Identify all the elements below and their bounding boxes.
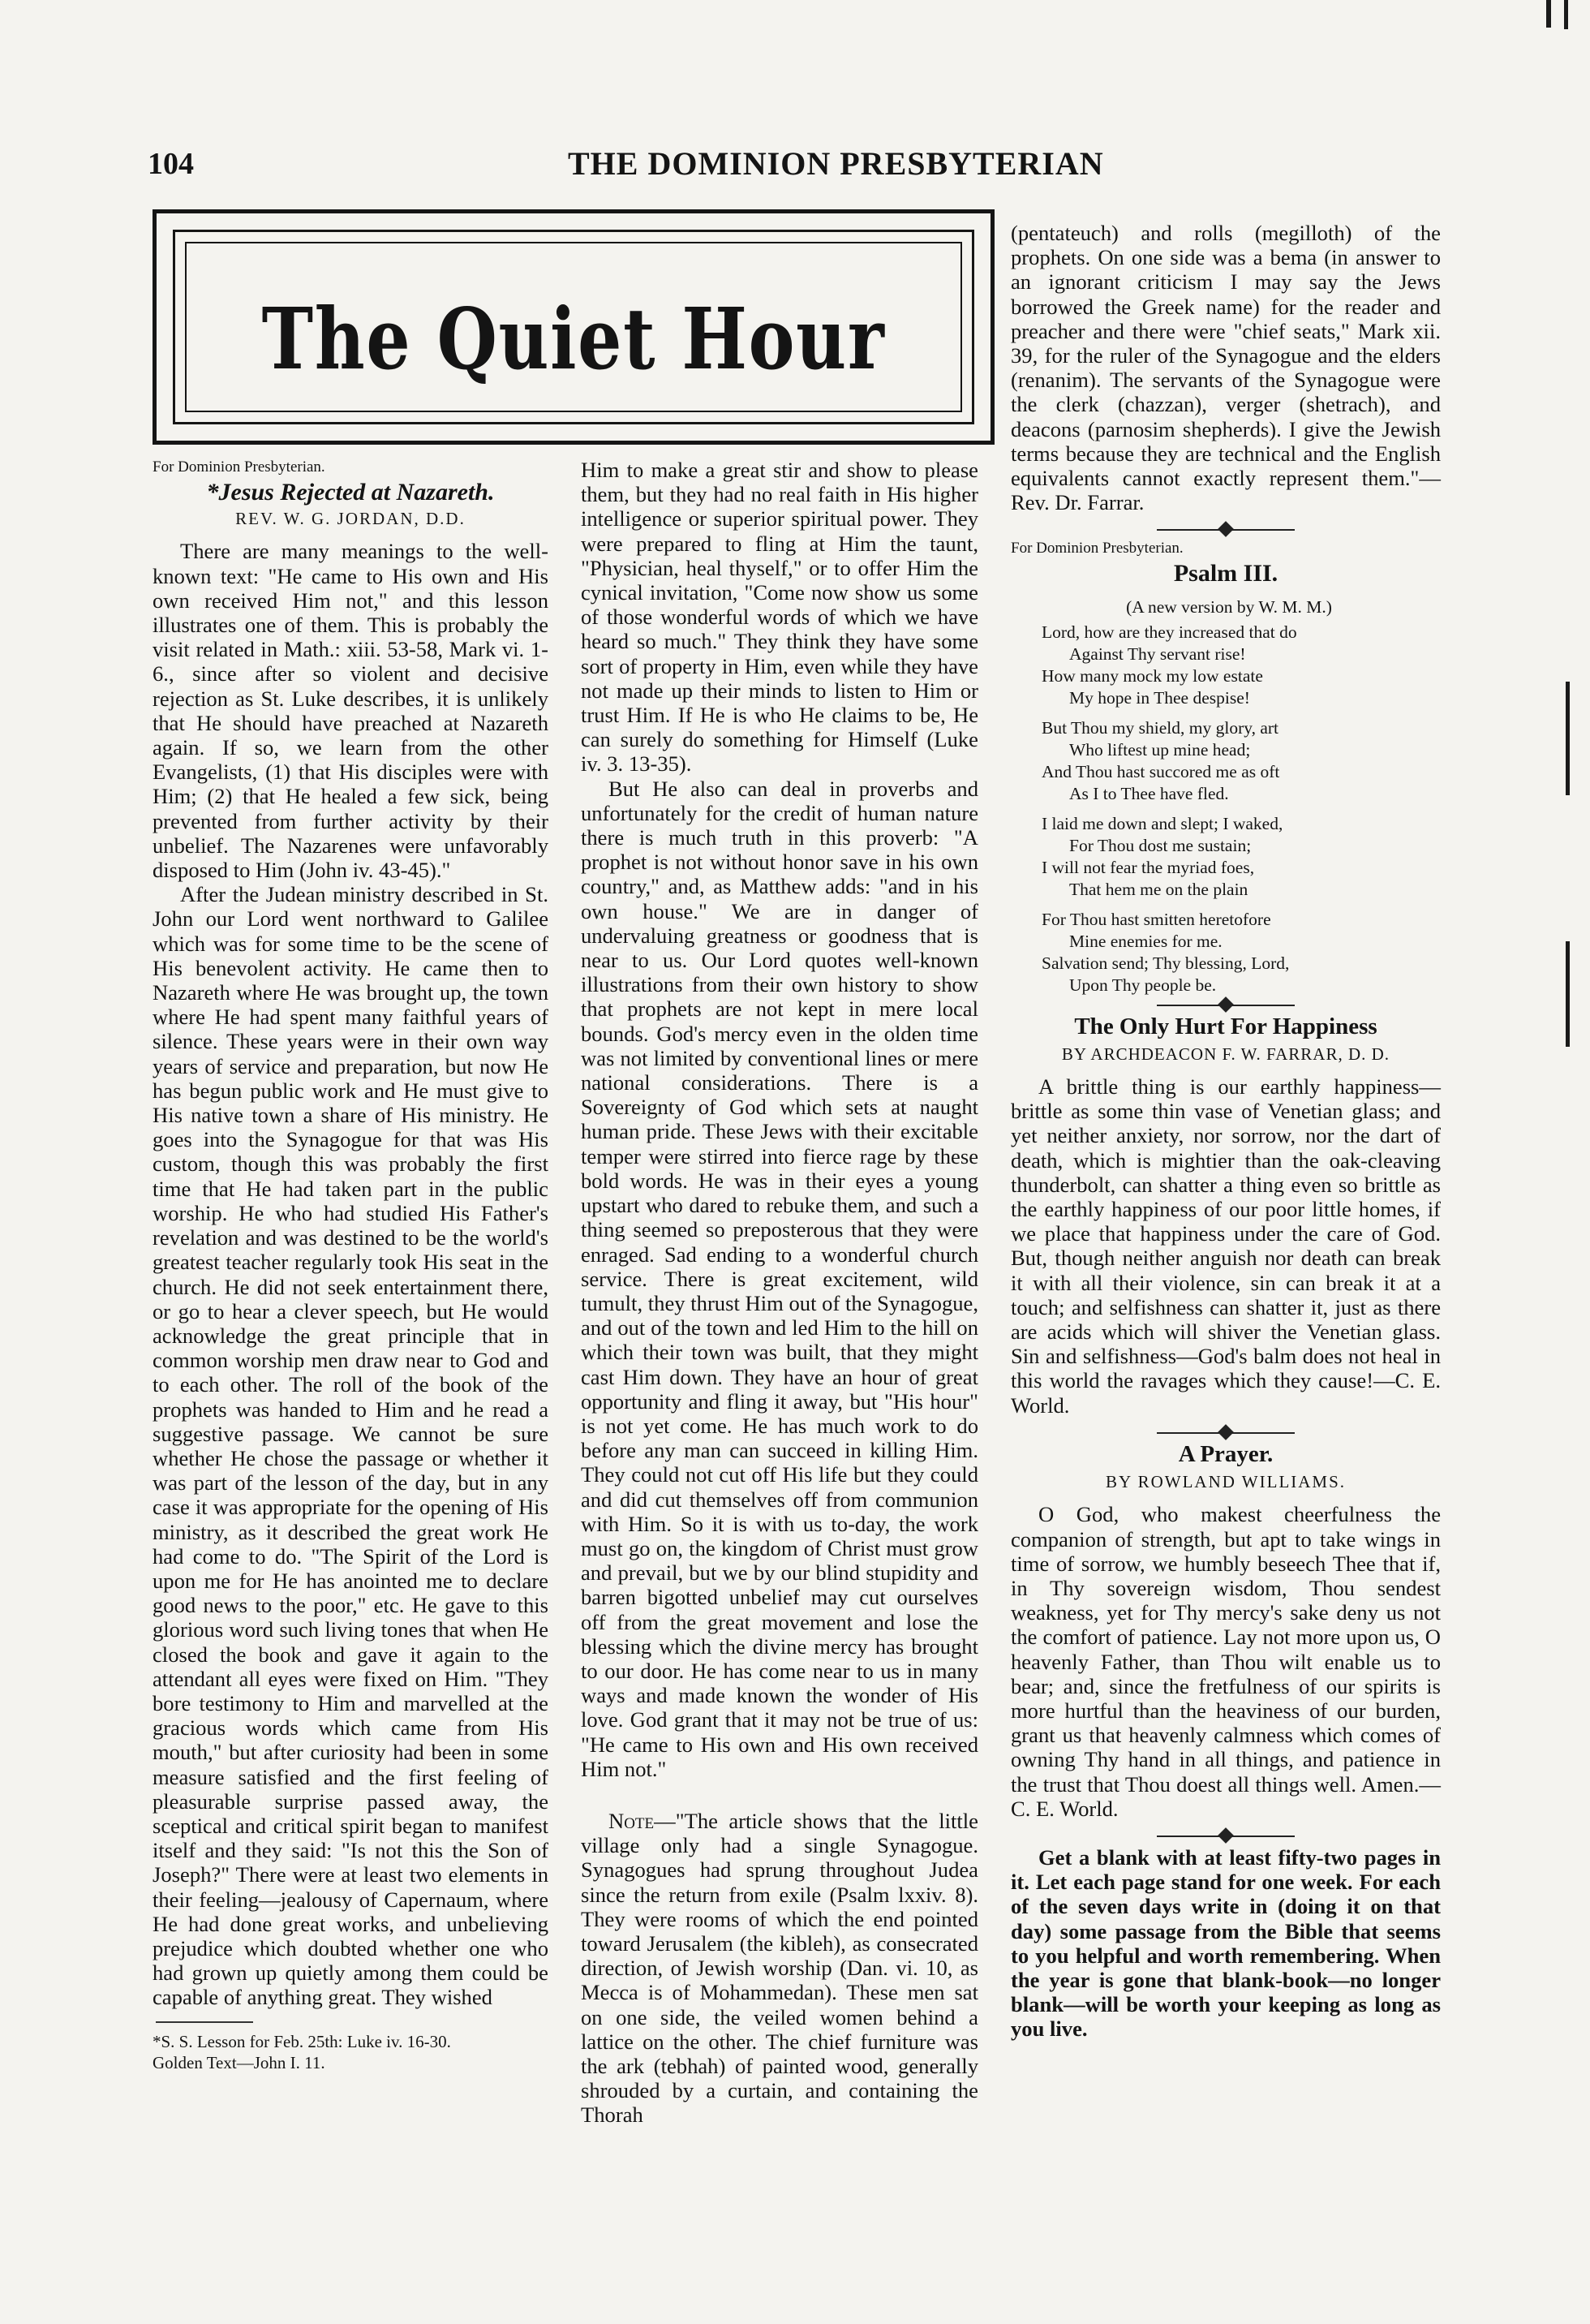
poem-line: Who liftest up mine head; <box>1069 739 1251 760</box>
poem-stanza <box>1042 622 1441 709</box>
article-byline: BY ARCHDEACON F. W. FARRAR, D. D. <box>1061 1044 1390 1064</box>
note-paragraph <box>581 1809 978 2128</box>
article-caption: For Dominion Presbyterian. <box>153 458 325 476</box>
divider-diamond-icon <box>1218 1827 1234 1844</box>
scan-edge-mark <box>1564 0 1568 29</box>
poem-line: That hem me on the plain <box>1069 879 1248 899</box>
psalm-title: Psalm III. <box>1173 560 1278 587</box>
poem-line: Upon Thy people be. <box>1069 975 1217 995</box>
note-label: Note <box>608 1808 655 1833</box>
poem-line: Salvation send; Thy blessing, Lord, <box>1042 953 1290 973</box>
section-divider <box>1157 529 1295 531</box>
poem-stanza <box>1042 909 1441 996</box>
article-paragraph: Get a blank with at least fifty-two pages in it. Let each page stand for one week. For each of the seven days write in (doing it on that day) some passage from the Bible that seems to you helpful and worth remembering. When the year is gone that blank-book—no longer blank—will be worth your keeping as long as you live. <box>1011 1844 1441 2042</box>
poem-line: And Thou hast succored me as oft <box>1042 761 1280 781</box>
footnote-rule <box>156 2021 253 2023</box>
article-paragraph: Him to make a great stir and show to please them, but they had no real faith in His higher intelligence or superior spiritual power. They were prepared to fling at Him the taunt, "Physician, heal thyself," or to offer Him the cynical invitation, "Come now show us some of those wonderful words of which we have heard so much." They think they have some sort of property in Him, even while they have not made up their minds to listen to Him or trust Him. If He is who He claims to be, He can surely do something for Himself (Luke iv. 3. 13-35). <box>581 458 978 777</box>
poem-line: For Thou dost me sustain; <box>1069 835 1252 855</box>
article-byline: BY ROWLAND WILLIAMS. <box>1105 1472 1347 1492</box>
psalm-poem <box>1042 596 1441 996</box>
scan-edge-mark <box>1546 0 1551 28</box>
spacer <box>581 1781 978 1809</box>
banner-frame-inner <box>185 242 962 412</box>
scan-edge-mark <box>1566 682 1570 795</box>
divider-diamond-icon <box>1218 522 1234 538</box>
poem-line: For Thou hast smitten heretofore <box>1042 909 1271 929</box>
poem-line: My hope in Thee despise! <box>1069 687 1250 708</box>
section-divider <box>1157 1432 1295 1434</box>
poem-stanza <box>1042 717 1441 805</box>
article-paragraph: O God, who makest cheerfulness the companion of strength, but apt to take wings in time of sorrow, we humbly beseech Thee that if, in Thy sovereign wisdom, Thou sendest weakness, yet for Thy mercy's sake deny us not the comfort of patience. Lay not more upon us, O heavenly Father, than Thou wilt enable us to bear; and, since the fretfulness of our spirits is more hurtful than the heaviness of our burden, grant us that heavenly calmness which comes of owning Thy hand in all things, and patience in the trust that Thou doest all things well. Amen.—C. E. World. <box>1011 1502 1441 1821</box>
poem-line: Lord, how are they increased that do <box>1042 622 1297 642</box>
article-title: A Prayer. <box>1178 1440 1274 1467</box>
note-text: —"The article shows that the little village only had a single Synagogue. Synagogues had sprung throughout Judea since the return from exile (Psalm lxxiv. 8). They were rooms of which the end pointed toward Jerusalem (the kibleh), as consecrated direction, of Jewish worship (Dan. vi. 10, as Mecca is of Mohammedan). These men sat on one side, the veiled women behind a lattice on the other. The chief furniture was the ark (tebhah) of painted wood, generally shrouded by a curtain, and containing the Thorah <box>581 1808 978 2128</box>
column-2 <box>581 458 978 2128</box>
article-paragraph: There are many meanings to the well-known text: "He came to His own and His own received Him not," and this lesson illustrates one of them. This is probably the visit related in Math.: xiii. 53-58, Mark vi. 1-6., since after so violent and decisive rejection as St. Luke describes, it is unlikely that He should have preached at Nazareth again. If so, we learn from the other Evangelists, (1) that His disciples were with Him; (2) that He healed a few sick, being prevented from further activity by their unbelief. The Nazarenes were unfavorably disposed to Him (John iv. 43-45)." <box>153 539 548 883</box>
column-3 <box>1011 221 1441 2042</box>
divider-diamond-icon <box>1218 1424 1234 1440</box>
masthead-title: THE DOMINION PRESBYTERIAN <box>568 145 1104 182</box>
psalm-intro: (A new version by W. M. M.) <box>1126 596 1332 617</box>
note-continuation: (pentateuch) and rolls (megilloth) of the prophets. On one side was a bema (in answer to an ignorant criticism I may say the Jews borrowed the Greek name) for the reader and preacher and there were "chief seats," Mark xii. 39, for the ruler of the Synagogue and the elders (renanim). The servants of the Synagogue were the clerk (chazzan), verger (shetrach), and deacons (parnosim shepherds). I give the Jewish terms because they are technical and the English equivalents cannot exactly represent them."—Rev. Dr. Farrar. <box>1011 221 1441 515</box>
footnote: *S. S. Lesson for Feb. 25th: Luke iv. 16-30. <box>153 2031 451 2051</box>
poem-line: But Thou my shield, my glory, art <box>1042 717 1279 738</box>
footnote: Golden Text—John I. 11. <box>153 2052 325 2072</box>
poem-line: How many mock my low estate <box>1042 665 1263 686</box>
section-banner <box>153 209 995 445</box>
banner-frame <box>173 230 974 424</box>
article-byline: REV. W. G. JORDAN, D.D. <box>235 509 466 529</box>
scan-edge-mark <box>1566 941 1570 1047</box>
article-title: The Only Hurt For Happiness <box>1074 1013 1377 1039</box>
section-divider <box>1157 1836 1295 1837</box>
poem-stanza <box>1042 813 1441 901</box>
banner-title: The Quiet Hour <box>261 289 886 389</box>
section-divider <box>1157 1005 1295 1006</box>
poem-line: As I to Thee have fled. <box>1069 783 1229 803</box>
article-paragraph: A brittle thing is our earthly happiness—brittle as some thin vase of Venetian glass; and yet neither anxiety, nor sorrow, nor the dart of death, which is mightier than the oak-cleaving thunderbolt, can shatter a thing even so brittle as the earthly happiness of our poor little homes, if we place that happiness under the care of God. But, though neither anguish nor death can break it with all their violence, sin can break it at a touch; and selfishness can shatter it, just as there are acids which will shiver the Venetian glass. Sin and selfishness—God's balm does not heal in this world the ravages which they cause!—C. E. World. <box>1011 1074 1441 1418</box>
article-paragraph: But He also can deal in proverbs and unfortunately for the credit of human nature there is much truth in this proverb: "A prophet is not without honor save in his own country," and, as Matthew adds: "and in his own house." We are in danger of undervaluing greatness or goodness that is near to us. Our Lord quotes well-known illustrations from their own history to show that prophets are not kept in mere local bounds. God's mercy even in the olden time was not limited by conventional lines or mere national considerations. There is a Sovereignty of God which sets at naught human pride. These Jews with their excitable temper were stirred into fierce rage by these bold words. He was in their eyes a young upstart who dared to rebuke them, and such a thing seemed so preposterous that they were enraged. Sad ending to a wonderful church service. There is great excitement, wild tumult, they thrust Him out of the Synagogue, and out of the town and led Him to the hill on which their town was built, that they might cast Him down. They have an hour of great opportunity and fling it away, but "His hour" is not yet come. He has much work to do before any man can succeed in killing Him. They could not cut off His life but they could and did cut themselves off from communion with Him. So it is with us to-day, the work must go on, the kingdom of Christ must grow and prevail, but we by our blind stupidity and barren bigotted unbelief may cut ourselves off from the great movement and lose the blessing which the divine mercy has brought to our door. He has come near to us in many ways and made known the wonder of His love. God grant that it may not be true of us: "He came to His own and His own received Him not." <box>581 776 978 1781</box>
poem-line: I laid me down and slept; I waked, <box>1042 813 1283 833</box>
psalm-caption: For Dominion Presbyterian. <box>1011 540 1184 557</box>
divider-diamond-icon <box>1218 996 1234 1013</box>
article-paragraph: After the Judean ministry described in St. John our Lord went northward to Galilee which was for some time to be the scene of His benevolent activity. He came then to Nazareth where He was brought up, the town where He had spent many faithful years of silence. These years were in their own way years of service and preparation, but now He has begun public work and He must give to His native town a share of His ministry. He goes into the Synagogue for that was His custom, though this was probably the first time that He had taken part in the public worship. He who had studied His Father's revelation and was destined to be the world's greatest teacher regularly took His seat in the church. He did not seek entertainment there, or go to hear a clever speech, but He would acknowledge the great principle that in common worship men draw near to God and to each other. The roll of the book of the prophets was handed to Him and he read a suggestive passage. We cannot be sure whether He chose the passage or whether it was part of the lesson of the day, but in any case it was appropriate for the opening of His ministry, as it described the great work He had come to do. "The Spirit of the Lord is upon me for He has anointed me to declare good news to the poor," etc. He gave to this glorious word such living tones that when He closed the book and gave it again to the attendant all eyes were fixed on Him. "They bore testimony to Him and marvelled at the gracious words which came from His mouth," but after curiosity had been in some measure satisfied and the first feeling of pleasurable surprise passed away, the sceptical and critical spirit began to manifest itself and they said: "Is not this the Son of Joseph?" There were at least two elements in their feeling—jealousy of Capernaum, where He had done great works, and unbelieving prejudice which doubted whether one who had grown up quietly among them could be capable of anything great. They wished <box>153 882 548 2010</box>
article-title: *Jesus Rejected at Nazareth. <box>206 479 495 506</box>
poem-line: Mine enemies for me. <box>1069 931 1223 951</box>
page-number: 104 <box>148 147 194 181</box>
poem-line: I will not fear the myriad foes, <box>1042 857 1255 877</box>
poem-line: Against Thy servant rise! <box>1069 643 1246 664</box>
column-1 <box>153 458 548 2073</box>
